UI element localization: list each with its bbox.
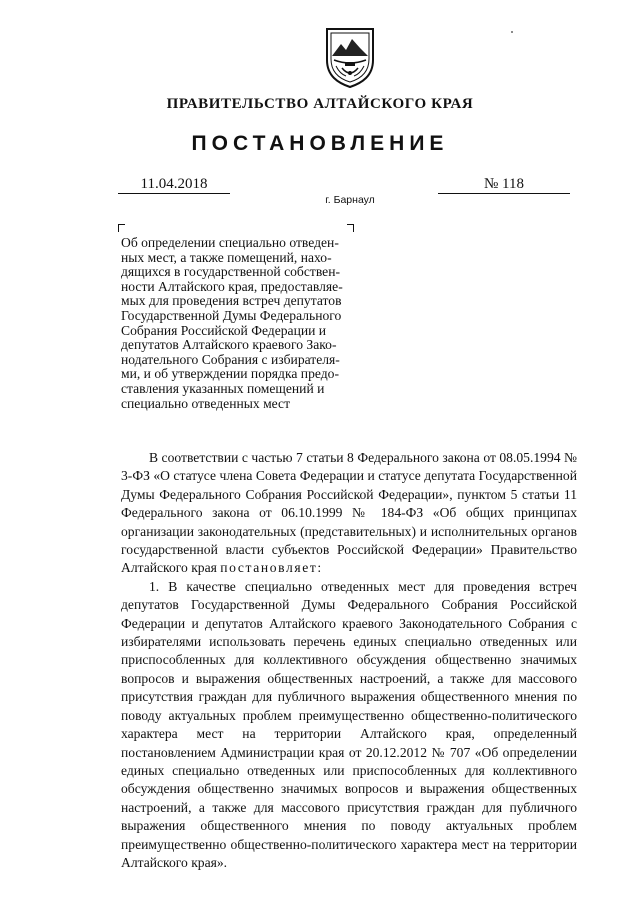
altai-krai-coat-of-arms-icon	[324, 26, 376, 88]
subject-line: специально отведенных мест	[121, 395, 291, 411]
subject-line: мых для проведения встреч депутатов	[121, 293, 342, 309]
document-subject	[121, 236, 353, 411]
scan-speck	[511, 31, 513, 33]
subject-line: ми, и об утверждении порядка предо-	[121, 366, 339, 382]
document-number: № 118	[438, 176, 570, 194]
subject-line: Государственной Думы Федерального	[121, 307, 342, 323]
subject-line: дящихся в государственной собствен-	[121, 264, 340, 280]
subject-line: Об определении специально отведен-	[121, 235, 339, 250]
preamble-text: В соответствии с частью 7 статьи 8 Федерального закона от 08.05.1994 № 3-ФЗ «О статусе члена Совета Федерации и статусе депутата Государственной Думы Федерального Собрания Российской Федерации», пунктом 5 статьи 11 Федерального закона от 06.10.1999 № 184-ФЗ «Об общих принципах организации законодательных (представительных) и исполнительных органов государственной власти субъектов Российской Федерации» Правительство Алтайского края	[121, 450, 577, 576]
document-body	[121, 449, 577, 872]
subject-line: нодательного Собрания с избирателя-	[121, 351, 340, 367]
subject-line: Собрания Российской Федерации и	[121, 322, 327, 338]
government-title: ПРАВИТЕЛЬСТВО АЛТАЙСКОГО КРАЯ	[166, 96, 474, 112]
document-date: 11.04.2018	[118, 176, 230, 194]
subject-line: ставления указанных помещений и	[121, 380, 325, 396]
clause-1-paragraph: 1. В качестве специально отведенных мест для проведения встреч депутатов Государственной Думы Федерального Собрания Российской Федерации и депутатов Алтайского краевого Законодательного Собрания с избирателями использовать перечень единых специально отведенных или приспособленных для коллективного обсуждения общественно значимых вопросов и выражения общественных настроений, а также для массового присутствия граждан для публичного выражения общественного мнения по поводу актуальных проблем преимущественно общественно-политического характера мест на территории Алтайского края, определенный постановлением Администрации края от 20.12.2012 № 707 «Об определении единых специально отведенных или приспособленных для коллективного обсуждения общественно значимых вопросов и выражения общественных настроений, а также для массового присутствия граждан для публичного выражения общественного мнения по поводу актуальных проблем преимущественно общественно-политического характера мест на территории Алтайского края».	[121, 578, 577, 870]
document-type-title: ПОСТАНОВЛЕНИЕ	[191, 132, 449, 155]
decree-word: постановляет:	[220, 560, 323, 576]
subject-line: депутатов Алтайского краевого Зако-	[121, 337, 337, 353]
preamble-paragraph	[121, 449, 577, 578]
subject-corner-bracket-right	[347, 224, 354, 232]
subject-line: ных мест, а также помещений, нахо-	[121, 249, 332, 265]
document-city: г. Барнаул	[325, 194, 375, 206]
subject-corner-bracket-left	[118, 224, 125, 232]
subject-line: ности Алтайского края, предоставляе-	[121, 278, 343, 294]
